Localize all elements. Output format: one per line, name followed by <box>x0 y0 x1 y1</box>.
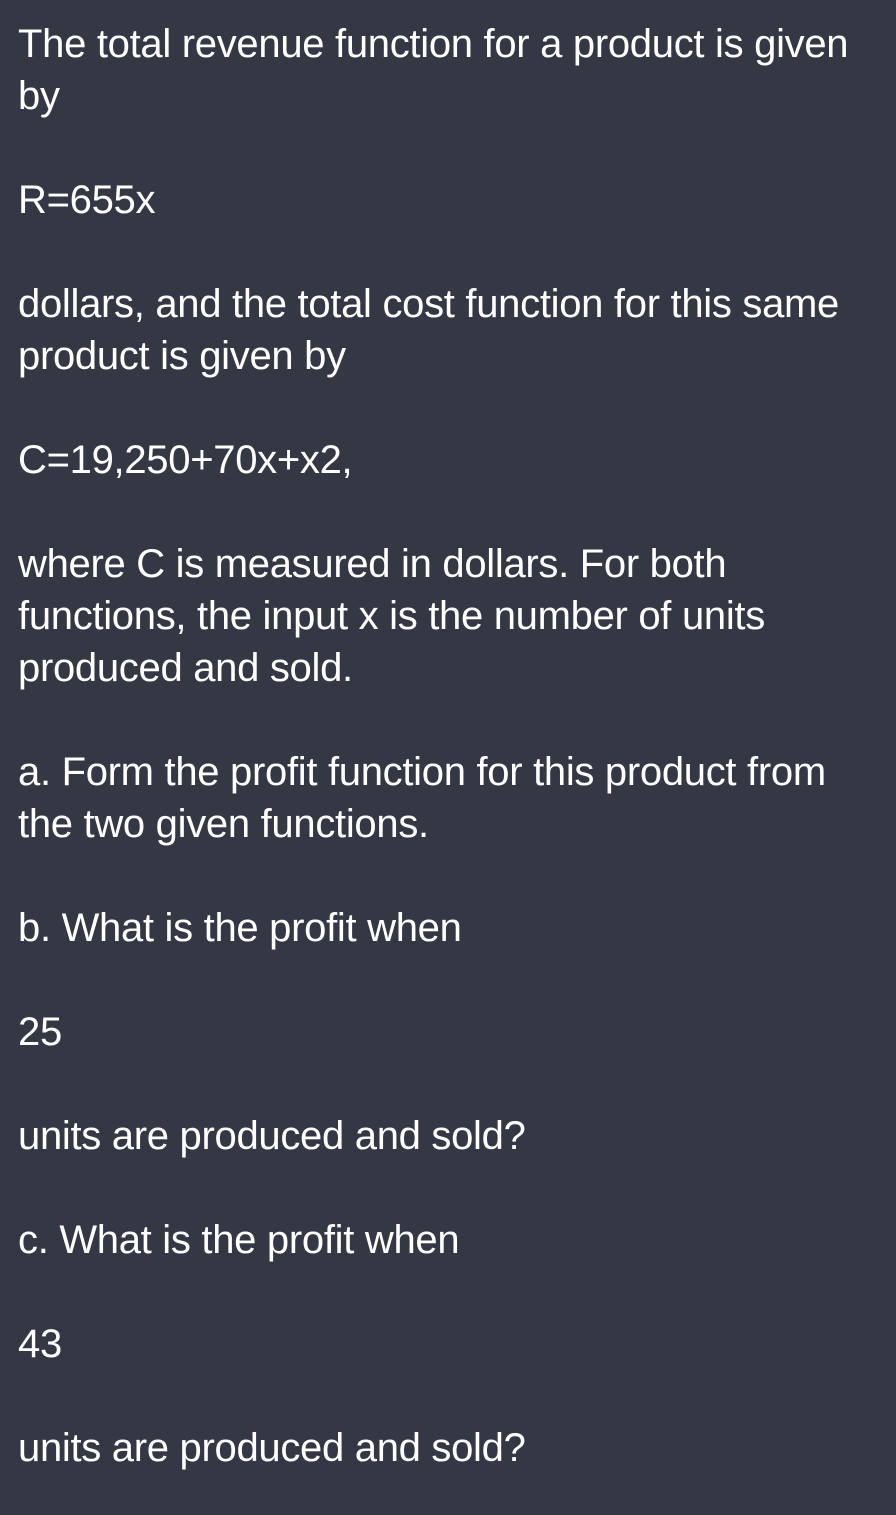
spacer <box>18 1266 878 1318</box>
spacer <box>18 122 878 174</box>
part-b-prefix: b. What is the profit when <box>18 906 462 950</box>
spacer <box>18 382 878 434</box>
spacer <box>18 954 878 1006</box>
spacer <box>18 486 878 538</box>
spacer <box>18 1058 878 1110</box>
part-c-suffix: units are produced and sold? <box>18 1426 526 1470</box>
part-c-units: 43 <box>18 1322 62 1366</box>
cost-intro-text: dollars, and the total cost function for this same product is given by <box>18 282 839 378</box>
part-b-suffix: units are produced and sold? <box>18 1114 526 1158</box>
part-a-text: a. Form the profit function for this product from the two given functions. <box>18 750 826 846</box>
part-b-units: 25 <box>18 1010 62 1054</box>
intro-text: The total revenue function for a product is given by <box>18 22 849 118</box>
cost-equation: C=19,250+70x+x2, <box>18 438 353 482</box>
spacer <box>18 1370 878 1422</box>
description-text: where C is measured in dollars. For both functions, the input x is the number of units produced and sold. <box>18 542 765 690</box>
revenue-equation: R=655x <box>18 178 156 222</box>
spacer <box>18 694 878 746</box>
spacer <box>18 226 878 278</box>
spacer <box>18 1162 878 1214</box>
spacer <box>18 850 878 902</box>
part-c-prefix: c. What is the profit when <box>18 1218 460 1262</box>
